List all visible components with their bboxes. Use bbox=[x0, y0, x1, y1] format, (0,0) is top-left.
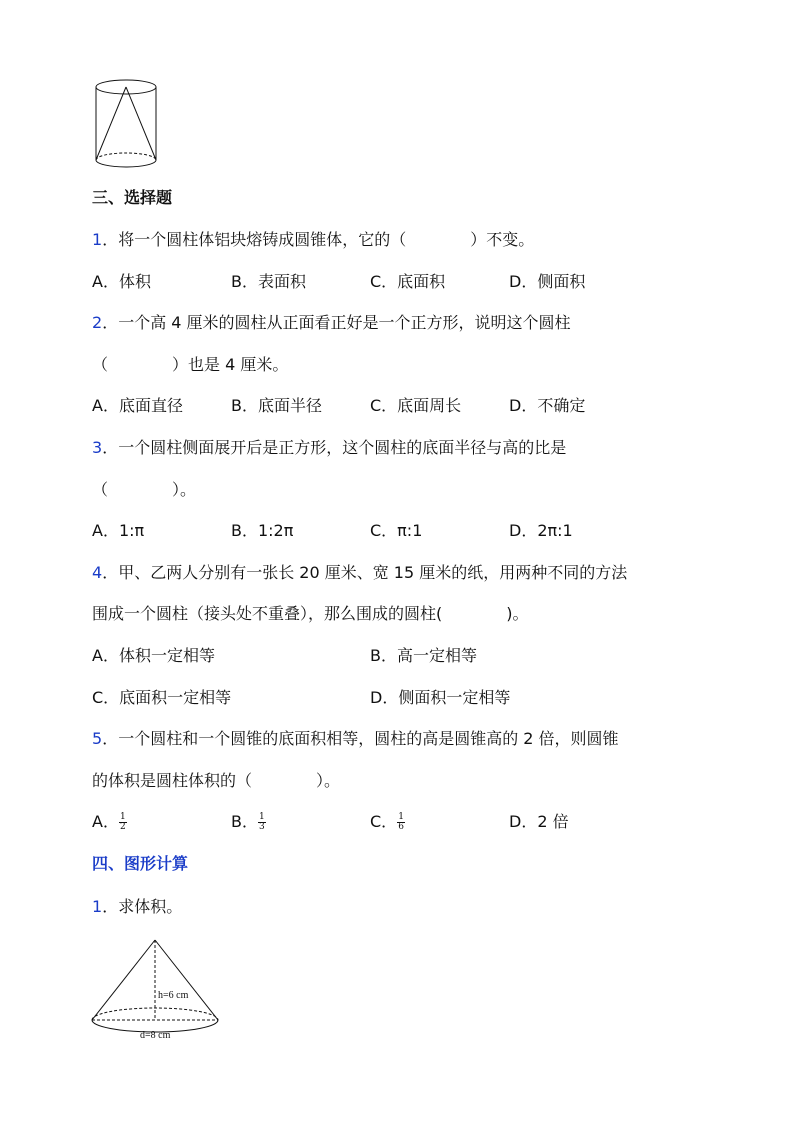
question-2 bbox=[92, 313, 571, 333]
denominator: 2 bbox=[119, 822, 126, 832]
option-d[interactable]: D．2π:1 bbox=[509, 521, 573, 540]
question-number: 2 bbox=[92, 313, 103, 332]
option-a[interactable]: A．体积一定相等 bbox=[92, 646, 215, 665]
question-number: 5 bbox=[92, 729, 103, 748]
question-text: ．一个高 4 厘米的圆柱从正面看正好是一个正方形，说明这个圆柱 bbox=[102, 313, 571, 332]
cone-figure bbox=[88, 936, 222, 1046]
option-b[interactable]: B．1:2π bbox=[231, 521, 294, 540]
question-text: ．一个圆柱和一个圆锥的底面积相等，圆柱的高是圆锥高的 2 倍，则圆锥 bbox=[102, 729, 619, 748]
option-c[interactable]: C．底面积 bbox=[370, 272, 446, 291]
option-b[interactable]: B．底面半径 bbox=[231, 396, 322, 415]
option-label: A． bbox=[92, 812, 119, 831]
question-text: ．求体积。 bbox=[102, 897, 183, 916]
question-3 bbox=[92, 438, 566, 458]
option-a[interactable] bbox=[92, 812, 127, 832]
numerator: 1 bbox=[398, 812, 404, 822]
fraction bbox=[119, 813, 127, 832]
option-label: B． bbox=[231, 812, 258, 831]
question-4 bbox=[92, 563, 627, 583]
cylinder-cone-figure bbox=[88, 76, 164, 174]
fraction bbox=[397, 813, 405, 832]
question-number: 1 bbox=[92, 897, 103, 916]
question-1 bbox=[92, 230, 534, 250]
option-c[interactable]: C．底面积一定相等 bbox=[92, 688, 232, 707]
option-label: C． bbox=[370, 812, 398, 831]
option-a[interactable]: A．底面直径 bbox=[92, 396, 183, 415]
section-title-choice: 三、选择题 bbox=[92, 188, 173, 207]
section-title-calc: 四、图形计算 bbox=[92, 854, 189, 873]
question-text: ．甲、乙两人分别有一张长 20 厘米、宽 15 厘米的纸，用两种不同的方法 bbox=[102, 563, 628, 582]
option-d[interactable]: D．侧面积一定相等 bbox=[370, 688, 511, 707]
question-number: 1 bbox=[92, 230, 103, 249]
question-5 bbox=[92, 729, 619, 749]
question-3-line2: （ ）。 bbox=[92, 480, 197, 499]
calc-question-1 bbox=[92, 897, 182, 917]
question-number: 3 bbox=[92, 438, 103, 457]
question-text: ．一个圆柱侧面展开后是正方形，这个圆柱的底面半径与高的比是 bbox=[102, 438, 567, 457]
option-d[interactable]: D．2 倍 bbox=[509, 812, 569, 831]
denominator: 6 bbox=[398, 822, 404, 832]
fraction bbox=[258, 813, 266, 832]
height-label: h=6 cm bbox=[158, 990, 189, 1001]
question-number: 4 bbox=[92, 563, 103, 582]
question-2-line2: （ ）也是 4 厘米。 bbox=[92, 355, 289, 374]
option-b[interactable]: B．表面积 bbox=[231, 272, 306, 291]
denominator: 3 bbox=[258, 822, 265, 832]
option-c[interactable]: C．π:1 bbox=[370, 521, 423, 540]
option-d[interactable]: D．不确定 bbox=[509, 396, 586, 415]
option-b[interactable] bbox=[231, 812, 266, 832]
question-text: ．将一个圆柱体铝块熔铸成圆锥体，它的（ ）不变。 bbox=[102, 230, 535, 249]
option-b[interactable]: B．高一定相等 bbox=[370, 646, 477, 665]
option-a[interactable]: A．1:π bbox=[92, 521, 145, 540]
question-5-line2: 的体积是圆柱体积的（ ）。 bbox=[92, 771, 341, 790]
diameter-label: d=8 cm bbox=[140, 1030, 171, 1041]
option-c[interactable] bbox=[370, 812, 405, 832]
numerator: 1 bbox=[258, 812, 265, 822]
option-c[interactable]: C．底面周长 bbox=[370, 396, 462, 415]
option-a[interactable]: A．体积 bbox=[92, 272, 151, 291]
question-4-line2: 围成一个圆柱（接头处不重叠），那么围成的圆柱( )。 bbox=[92, 604, 529, 623]
numerator: 1 bbox=[119, 812, 126, 822]
option-d[interactable]: D．侧面积 bbox=[509, 272, 586, 291]
